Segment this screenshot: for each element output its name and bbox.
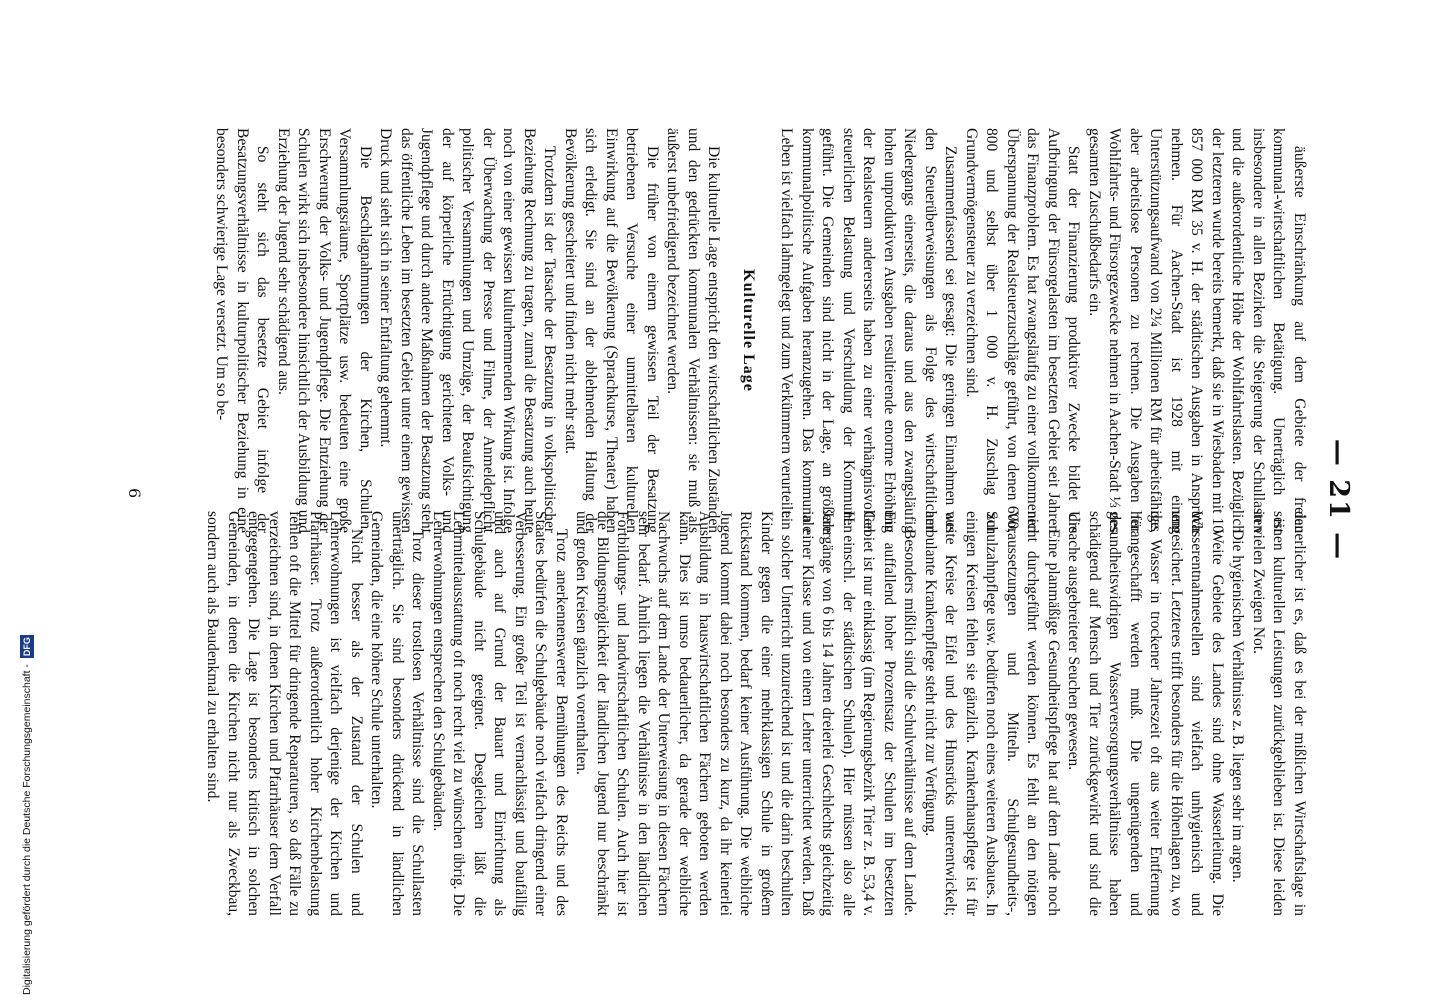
paragraph: Besonders mißlich sind die Schulverhältnisse auf dem Lande. Ein auffallend hoher Prozentsatz der Schulen im besetzten Gebiet ist nur einklassig (im Regierungsbezirk Trier z. B. 53,4 v. H. einschl. der städtischen Schulen). Hier müssen also alle Jahrgänge von 6 bis 14 Jahren dreierlei Geschlechts gleichzeitig in einer Klasse und von einem Lehrer unterrichtet werden. Daß ein solcher Unterricht unzureichend ist und die darin beschulten Kinder gegen die einer mehrklassigen Schule in großem Rückstand kommen, bedarf keiner Ausführung. Die weibliche Jugend kommt dabei noch besonders zu kurz, da ihr keinerlei Ausbildung in hauswirtschaftlichen Fächern geboten werden kann. Dies ist umso bedauerlicher, da gerade der weibliche Nachwuchs auf dem Lande der Unterweisung in diesen Fächern sehr bedarf. Ähnlich liegen die Verhältnisse in den ländlichen Fortbildungs- und landwirtschaftlichen Schulen. Auch hier ist die Bildungsmöglichkeit der ländlichen Jugend nur beschränkt und großen Kreisen gänzlich vorenthalten.: [573, 511, 919, 916]
credit-text-line: [20, 600, 34, 995]
paragraph: Statt der Finanzierung produktiver Zwecke bildet die Aufbringung der Fürsorgelasten im besetzten Gebiet seit Jahren das Finanzproblem. Es hat zwangsläufig zu einer vollkommenen Überspannung der Realsteuerzuschläge geführt, von denen 600, 800 und selbst über 1 000 v. H. Zuschlag zur Grundvermögensteuer zu verzeichnen sind.: [963, 128, 1083, 533]
paragraph: Die Beschlagnahmungen der Kirchen, Schulen, Versammlungsräume, Sportplätze usw. bedeuten eine große Erschwerung der Volks- und Jugendpflege. Die Entziehung der Schulen wirkt sich insbesondere hinsichtlich der Ausbildung und Erziehung der Jugend sehr schädigend aus.: [275, 128, 374, 533]
paragraph: Zusammenfassend sei gesagt: Die geringen Einnahmen aus den Steuerüberweisungen als Folge des wirtschaftlichen Niedergangs einerseits, die daraus und aus den zwangsläufig hohen unproduktiven Ausgaben resultierende enorme Erhöhung der Realsteuern andererseits haben zu einer verhängnisvollen steuerlichen Belastung und Verschuldung der Kommunen geführt. Die Gemeinden sind nicht in der Lage, an größere kommunalpolitische Aufgaben heranzugehen. Das kommunale Leben ist vielfach lahmgelegt und zum Verkümmern verurteilt.: [778, 128, 960, 533]
credit-text: Digitalisierung gefördert durch die Deutsche Forschungsgemeinschaft -: [21, 664, 33, 995]
paragraph: So steht sich das besetzte Gebiet infolge der Besatzungsverhältnisse in kulturpolitischer Beziehung in eine besonders schwierige Lage versetzt. Um so be-: [213, 128, 272, 533]
paragraph: Nicht besser als der Zustand der Schulen und Lehrerwohnungen ist vielfach derjenige der Kirchen und Pfarrhäuser. Trotz außerordentlich hoher Kirchenbelastung fehlen oft die Mittel für dringende Reparaturen, so daß Fälle zu verzeichnen sind, in denen Kirchen und Pfarrhäuser dem Verfall entgegengehen. Die Lage ist besonders kritisch in solchen Gemeinden, in denen die Kirchen nicht nur als Zweckbau, sondern auch als Baudenkmal zu erhalten sind.: [204, 511, 365, 916]
paragraph: Trotz dieser trostlosen Verhältnisse sind die Schullasten unerträglich. Sie sind besonders drückend in ländlichen Gemeinden, die eine höhere Schule unterhalten.: [368, 511, 427, 916]
paragraph: Trotzdem ist der Tatsache der Besatzung in volkspolitischer Beziehung Rechnung zu tragen, zumal die Besatzung auch heute noch von einer gewissen kulturhemmenden Wirkung ist. Infolge der Überwachung der Presse und Filme, der Anmeldepflicht politischer Versammlungen und Umzüge, der Beaufsichtigung der auf körperliche Ertüchtigung gerichteten Volks- und Jugendpflege und durch andere Maßnahmen der Besatzung steht das öffentliche Leben im besetzten Gebiet unter einem gewissen Druck und sieht sich in seiner Entfaltung gehemmt.: [377, 128, 559, 533]
dfg-logo: DFG: [22, 637, 32, 657]
paragraph: Die früher von einem gewissen Teil der Besatzung betriebenen Versuche einer unmittelbaren kulturellen Einwirkung auf die Bevölkerung (Sprachkurse, Theater) haben sich erledigt. Sie sind an der ablehnenden Haltung der Bevölkerung gescheitert und finden nicht mehr statt.: [562, 128, 661, 533]
paragraph: Weite Gebiete des Landes sind ohne Wasserleitung. Die Wasserentnahmestellen sind vielfach unhygienisch und ungesichert. Letzteres trifft besonders für die Höhenlagen zu, wo das Wasser in trockener Jahreszeit oft aus weiter Entfernung herangeschafft werden muß. Die ungenügenden und gesundheitswidrigen Wasserversorgungsverhältnisse haben schädigend auf Mensch und Tier zurückgewirkt und sind die Ursache ausgebreiteter Seuchen gewesen.: [1065, 511, 1226, 916]
footer-number: 6: [125, 488, 144, 499]
paragraph: Die hygienischen Verhältnisse z. B. liegen sehr im argen.: [1229, 529, 1247, 883]
paragraph: Die kulturelle Lage entspricht den wirtschaftlichen Zuständen und den gedrückten kommunalen Verhältnissen: sie muß als äußerst unbefriedigend bezeichnet werden.: [664, 128, 723, 533]
paragraph: Eine planmäßige Gesundheitspflege hat auf dem Lande noch nicht durchgeführt werden können. Es fehlt an den nötigen Voraussetzungen und Mitteln. Schulgesundheits-, Schulzahnpflege usw. bedürfen noch eines weiteren Ausbaues. In einigen Kreisen fehlen sie gänzlich. Krankenhauspflege ist für weite Kreise der Eifel und des Hunsrücks unterentwickelt; ambulante Krankenpflege steht nicht zur Verfügung.: [922, 511, 1062, 916]
paragraph: dauerlicher ist es, daß es bei der mißlichen Wirtschaftslage in seinen kulturellen Leistungen zurückgeblieben ist. Diese leiden in vielen Zweigen Not.: [1250, 511, 1308, 916]
paragraph: Trotz anerkennenswerter Bemühungen des Reichs und des Staates bedürfen die Schulgebäude noch vielfach dringend einer Verbesserung. Ein großer Teil ist vernachlässigt und baufällig und auch auf Grund der Bauart und Einrichtung als Schulgebäude nicht geeignet. Desgleichen läßt die Lehrmittelausstattung oft noch recht viel zu wünschen übrig. Die Lehrerwohnungen entsprechen den Schulgebäuden.: [430, 511, 570, 916]
digitization-credit: [0, 600, 33, 995]
section-heading: Kulturelle Lage: [740, 269, 757, 392]
page-number: — 21 —: [1323, 438, 1354, 562]
paragraph: äußerste Einschränkung auf dem Gebiete der freien kommunal-wirtschaftlichen Betätigung. Unerträglich ist insbesondere in allen Bezirken die Steigerung der Schullasten und die außerordentliche Höhe der Wohlfahrtslasten. Bezüglich der letzteren wurde bereits bemerkt, daß sie in Wiesbaden mit 10 857 000 RM 35 v. H. der städtischen Ausgaben in Anspruch nehmen. Für Aachen-Stadt ist 1928 mit einem Unterstützungsaufwand von 2¼ Millionen RM für arbeitsfähige, aber arbeitslose Personen zu rechnen. Die Ausgaben für Wohlfahrts- und Fürsorgezwecke nehmen in Aachen-Stadt ⅓ des gesamten Zuschußbedarfs ein.: [1086, 128, 1308, 533]
left-column: [211, 128, 1309, 533]
right-column: [202, 511, 1309, 916]
